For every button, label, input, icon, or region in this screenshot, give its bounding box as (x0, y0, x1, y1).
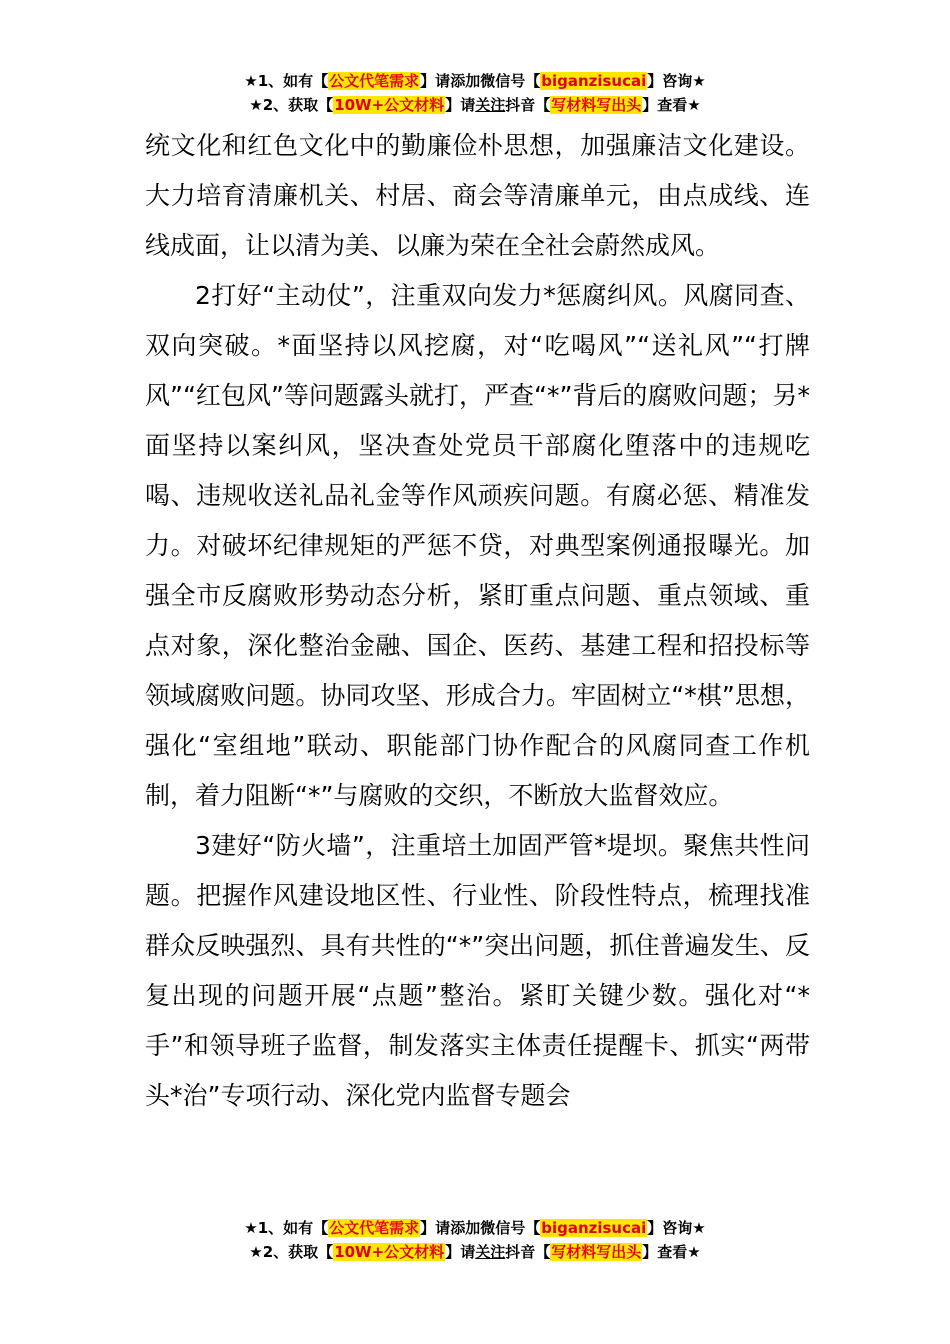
banner-text: 抖音【 (505, 1243, 551, 1261)
footer-banner-line-1 (0, 1216, 950, 1240)
banner-text: 】请 (420, 72, 451, 90)
banner-wechat-id: biganzisucai (541, 1219, 647, 1237)
banner-emphasis: 关注 (475, 1243, 506, 1261)
banner-highlight: 公文代笔需求 (329, 72, 420, 90)
banner-emphasis: 添加 (450, 1219, 481, 1237)
banner-douyin-name: 写材料写出头 (551, 1243, 642, 1261)
banner-wechat-id: biganzisucai (541, 72, 647, 90)
banner-text: 】咨询★ (647, 72, 706, 90)
paragraph-section-3: 3建好“防火墙”，注重培土加固严管*堤坝。聚焦共性问题。把握作风建设地区性、行业性、阶段性特点，梳理找准群众反映强烈、具有共性的“*”突出问题，抓住普遍发生、反复出现的问题开展“点题”整治。紧盯关键少数。强化对“*手”和领导班子监督，制发落实主体责任提醒卡、抓实“两带头*治”专项行动、深化党内监督专题会 (145, 831, 810, 1110)
document-body (145, 121, 810, 1121)
banner-text: 】请 (420, 1219, 451, 1237)
footer-banner-line-2 (0, 1240, 950, 1264)
banner-text: 微信号【 (480, 72, 541, 90)
banner-text: 微信号【 (480, 1219, 541, 1237)
banner-douyin-name: 写材料写出头 (551, 96, 642, 114)
banner-text: 】咨询★ (647, 1219, 706, 1237)
banner-emphasis: 关注 (475, 96, 506, 114)
banner-text: ★1、如有【 (244, 72, 329, 90)
banner-text: 】查看★ (642, 1243, 701, 1261)
banner-text: ★2、获取【 (249, 1243, 334, 1261)
header-banner-line-1 (0, 69, 950, 93)
banner-text: 抖音【 (505, 96, 551, 114)
banner-text: 】请 (445, 1243, 476, 1261)
paragraph-continued: 统文化和红色文化中的勤廉俭朴思想，加强廉洁文化建设。大力培育清廉机关、村居、商会等清廉单元，由点成线、连线成面，让以清为美、以廉为荣在全社会蔚然成风。 (145, 131, 810, 260)
banner-text: 】查看★ (642, 96, 701, 114)
banner-text: ★2、获取【 (249, 96, 334, 114)
banner-highlight: 10W+公文材料 (334, 96, 445, 114)
banner-text: 】请 (445, 96, 476, 114)
footer-banner (0, 1216, 950, 1264)
banner-emphasis: 添加 (450, 72, 481, 90)
header-banner-line-2 (0, 93, 950, 117)
banner-highlight: 10W+公文材料 (334, 1243, 445, 1261)
paragraph-section-2: 2打好“主动仗”，注重双向发力*惩腐纠风。风腐同查、双向突破。*面坚持以风挖腐，对“吃喝风”“送礼风”“打牌风”“红包风”等问题露头就打，严查“*”背后的腐败问题；另*面坚持以案纠风，坚决查处党员干部腐化堕落中的违规吃喝、违规收送礼品礼金等作风顽疾问题。有腐必惩、精准发力。对破坏纪律规矩的严惩不贷，对典型案例通报曝光。加强全市反腐败形势动态分析，紧盯重点问题、重点领域、重点对象，深化整治金融、国企、医药、基建工程和招投标等领域腐败问题。协同攻坚、形成合力。牢固树立“*棋”思想，强化“室组地”联动、职能部门协作配合的风腐同查工作机制，着力阻断“*”与腐败的交织，不断放大监督效应。 (145, 281, 810, 810)
banner-text: ★1、如有【 (244, 1219, 329, 1237)
header-banner (0, 69, 950, 117)
banner-highlight: 公文代笔需求 (329, 1219, 420, 1237)
